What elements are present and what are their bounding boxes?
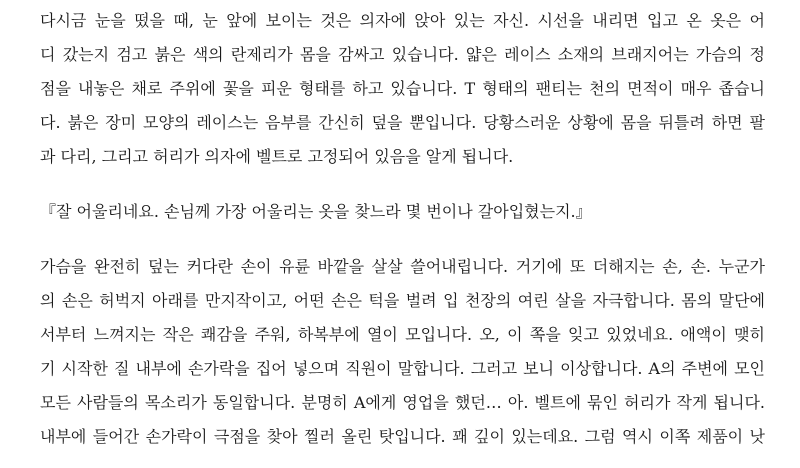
paragraph-2-line-6: 내부에 들어간 손가락이 극점을 찾아 찔러 올린 탓입니다. 꽤 깊이 있는데요. 그럼 역시 이쪽 제품이 낫 [40,427,765,446]
paragraph-1-line-1: 다시금 눈을 떴을 때, 눈 앞에 보이는 것은 의자에 앉아 있는 자신. 시선을 내리면 입고 온 옷은 어 [40,11,765,30]
paragraph-2-line-5: 모든 사람들의 목소리가 동일합니다. 분명히 A에게 영업을 했던… 아. 벨트에 묶인 허리가 작게 됩니다. [40,393,765,412]
paragraph-2-line-2: 의 손은 허벅지 아래를 만지작이고, 어떤 손은 턱을 벌려 입 천장의 여린 살을 자극합니다. 몸의 말단에 [40,291,765,310]
paragraph-1-line-3: 점을 내놓은 채로 주위에 꽃을 피운 형태를 하고 있습니다. T 형태의 팬티는 천의 면적이 매우 좁습니 [40,79,765,98]
paragraph-1-line-2: 디 갔는지 검고 붉은 색의 란제리가 몸을 감싸고 있습니다. 얇은 레이스 소재의 브래지어는 가슴의 정 [40,45,765,64]
dialogue-quote: 『잘 어울리네요. 손님께 가장 어울리는 옷을 찾느라 몇 번이나 갈아입혔는지.』 [40,202,592,221]
paragraph-2-line-4: 기 시작한 질 내부에 손가락을 집어 넣으며 직원이 말합니다. 그러고 보니 이상합니다. A의 주변에 모인 [40,359,765,378]
paragraph-1-line-4: 다. 붉은 장미 모양의 레이스는 음부를 간신히 덮을 뿐입니다. 당황스러운 상황에 몸을 뒤틀려 하면 팔 [40,113,765,132]
paragraph-2-line-3: 서부터 느껴지는 작은 쾌감을 주워, 하복부에 열이 모입니다. 오, 이 쪽을 잊고 있었네요. 애액이 맺히 [40,325,765,344]
paragraph-2-line-1: 가슴을 완전히 덮는 커다란 손이 유륜 바깥을 살살 쓸어내립니다. 거기에 또 더해지는 손, 손. 누군가 [40,257,765,276]
paragraph-1-line-5: 과 다리, 그리고 허리가 의자에 벨트로 고정되어 있음을 알게 됩니다. [40,147,514,166]
